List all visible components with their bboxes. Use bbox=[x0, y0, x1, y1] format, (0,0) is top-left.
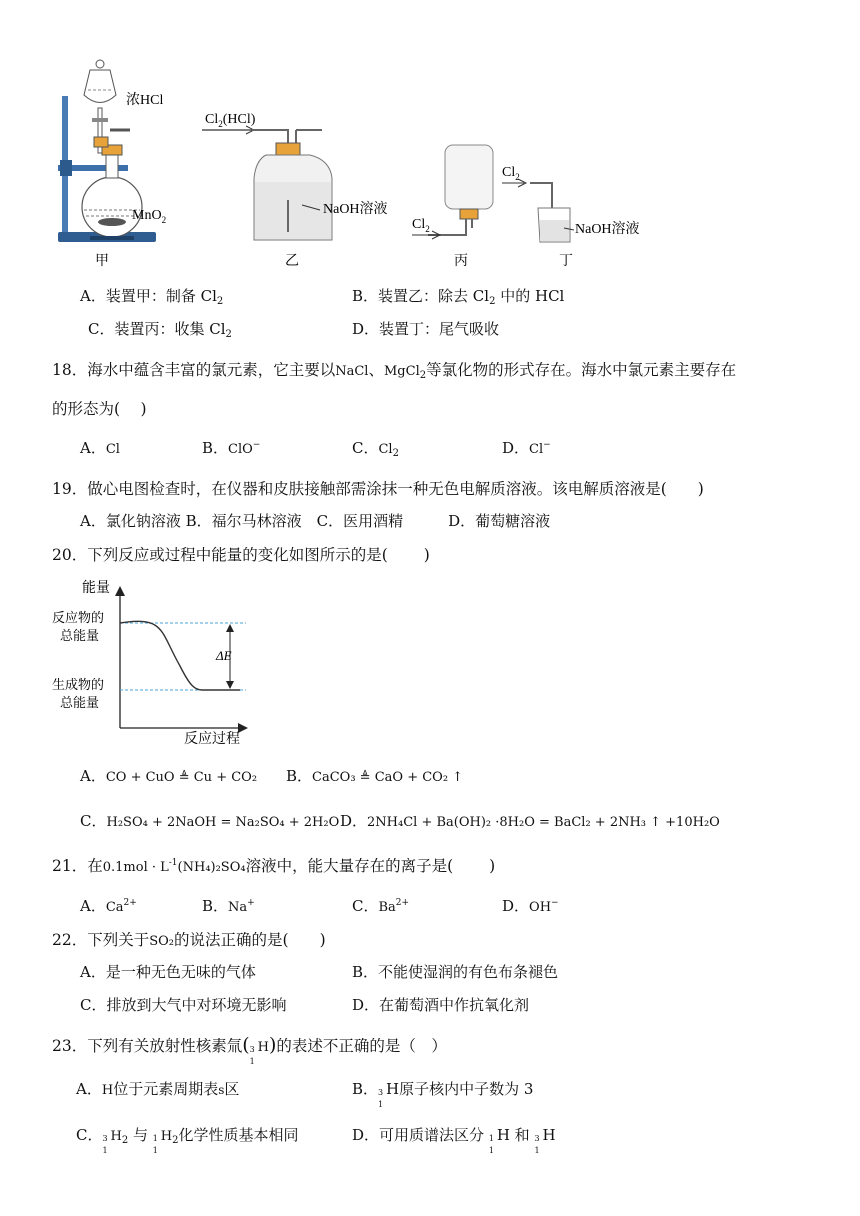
q22-option-b[interactable]: B．不能使湿润的有色布条褪色 bbox=[352, 963, 559, 981]
q17-option-d[interactable]: D．装置丁：尾气吸收 bbox=[352, 320, 500, 338]
q19-options[interactable]: A．氯化钠溶液 B．福尔马林溶液 C．医用酒精 D．葡萄糖溶液 bbox=[80, 512, 551, 530]
process-axis-label: 反应过程 bbox=[184, 732, 240, 746]
q18-stem-line1: 18．海水中蕴含丰富的氯元素，它主要以NaCl、MgCl$_2$等氯化物的形式存在。海水中氯元素主要存在 bbox=[52, 361, 737, 381]
q17-option-b[interactable]: B．装置乙：除去 $Cl_2$ 中的 HCl bbox=[352, 287, 565, 307]
ding-label: NaOH溶液 bbox=[575, 222, 640, 237]
energy-diagram bbox=[50, 576, 260, 746]
q18-option-d[interactable]: D．Cl− bbox=[502, 439, 551, 457]
q20-option-c[interactable]: C．H₂SO₄ + 2NaOH = Na₂SO₄ + 2H₂O bbox=[80, 812, 340, 830]
q17-option-a[interactable]: A．装置甲：制备 $Cl_2$ bbox=[80, 287, 224, 307]
q21-option-a[interactable]: A．$Ca^{2+}$ bbox=[80, 897, 137, 915]
apparatus-figure bbox=[40, 0, 680, 275]
q20-stem: 20．下列反应或过程中能量的变化如图所示的是( ) bbox=[52, 546, 430, 564]
caption-bing: 丙 bbox=[454, 254, 468, 269]
caption-yi: 乙 bbox=[285, 254, 299, 269]
jia-label2: MnO bbox=[132, 208, 162, 223]
apparatus-jia bbox=[58, 60, 166, 269]
q18-option-b[interactable]: B．ClO− bbox=[202, 439, 261, 457]
q21-option-c[interactable]: C．$Ba^{2+}$ bbox=[352, 897, 410, 915]
q22-stem: 22．下列关于SO₂的说法正确的是( ) bbox=[52, 931, 326, 949]
q23-option-b[interactable]: B． 3 1 H原子核内中子数为 3 bbox=[352, 1080, 534, 1109]
caption-ding: 丁 bbox=[559, 254, 573, 269]
reactant-label-2: 总能量 bbox=[60, 628, 100, 643]
jia-label: 浓HCl bbox=[126, 93, 164, 108]
q22-option-c[interactable]: C．排放到大气中对环境无影响 bbox=[80, 996, 287, 1014]
product-label-2: 总能量 bbox=[60, 695, 100, 710]
apparatus-yi bbox=[202, 112, 388, 269]
q22-option-a[interactable]: A．是一种无色无味的气体 bbox=[80, 963, 256, 981]
svg-text:Cl2: $Cl_2$ bbox=[502, 165, 520, 182]
svg-text:MnO2: MnO$_2$ bbox=[132, 208, 167, 225]
q18-option-c[interactable]: C．$Cl_2$ bbox=[352, 439, 399, 459]
q20-option-b[interactable]: B．CaCO₃ ≜ CaO + CO₂ ↑ bbox=[286, 767, 464, 785]
q23-stem: 23．下列有关放射性核素氚( 3 1 H)的表述不正确的是（ ） bbox=[52, 1034, 447, 1066]
q23-option-d[interactable]: D．可用质谱法区分 1 1 H 和 3 1 H bbox=[352, 1126, 556, 1155]
q18-stem-line2: 的形态为( ) bbox=[52, 400, 147, 418]
svg-text:Cl2: $Cl_2$ bbox=[412, 217, 430, 234]
q23-option-c[interactable]: C． 3 1 $H_2$ 与 1 1 $H_2$化学性质基本相同 bbox=[76, 1126, 299, 1155]
yi-label: NaOH溶液 bbox=[323, 202, 388, 217]
q17-option-c[interactable]: C．装置丙：收集 $Cl_2$ bbox=[88, 320, 232, 340]
q21-option-d[interactable]: D．OH− bbox=[502, 897, 559, 915]
product-label-1: 生成物的 bbox=[52, 677, 105, 692]
energy-axis-label: 能量 bbox=[82, 581, 110, 596]
q22-option-d[interactable]: D．在葡萄酒中作抗氧化剂 bbox=[352, 996, 530, 1014]
apparatus-ding bbox=[502, 165, 640, 269]
delta-e-label: ΔE bbox=[216, 648, 232, 663]
q21-option-b[interactable]: B．Na+ bbox=[202, 897, 255, 915]
q20-option-d[interactable]: D．2NH₄Cl + Ba(OH)₂ ·8H₂O = BaCl₂ + 2NH₃ ↑ +10H₂O bbox=[340, 812, 720, 830]
q19-stem: 19．做心电图检查时，在仪器和皮肤接触部需涂抹一种无色电解质溶液。该电解质溶液是( ) bbox=[52, 480, 704, 498]
reactant-label-1: 反应物的 bbox=[52, 610, 105, 625]
apparatus-bing bbox=[412, 145, 493, 269]
svg-text:Cl2(HCl): $Cl_2(HCl)$ bbox=[205, 112, 256, 129]
q21-stem: 21．在$0.1mol \cdot L^{-1}(NH_4)_2SO_4$溶液中，能大量存在的离子是( ) bbox=[52, 857, 496, 875]
q23-option-a[interactable]: A．H位于元素周期表s区 bbox=[76, 1080, 240, 1098]
q20-option-a[interactable]: A．CO + CuO ≜ Cu + CO₂ bbox=[80, 767, 258, 785]
q18-option-a[interactable]: A．Cl bbox=[80, 439, 120, 457]
caption-jia: 甲 bbox=[95, 254, 109, 269]
